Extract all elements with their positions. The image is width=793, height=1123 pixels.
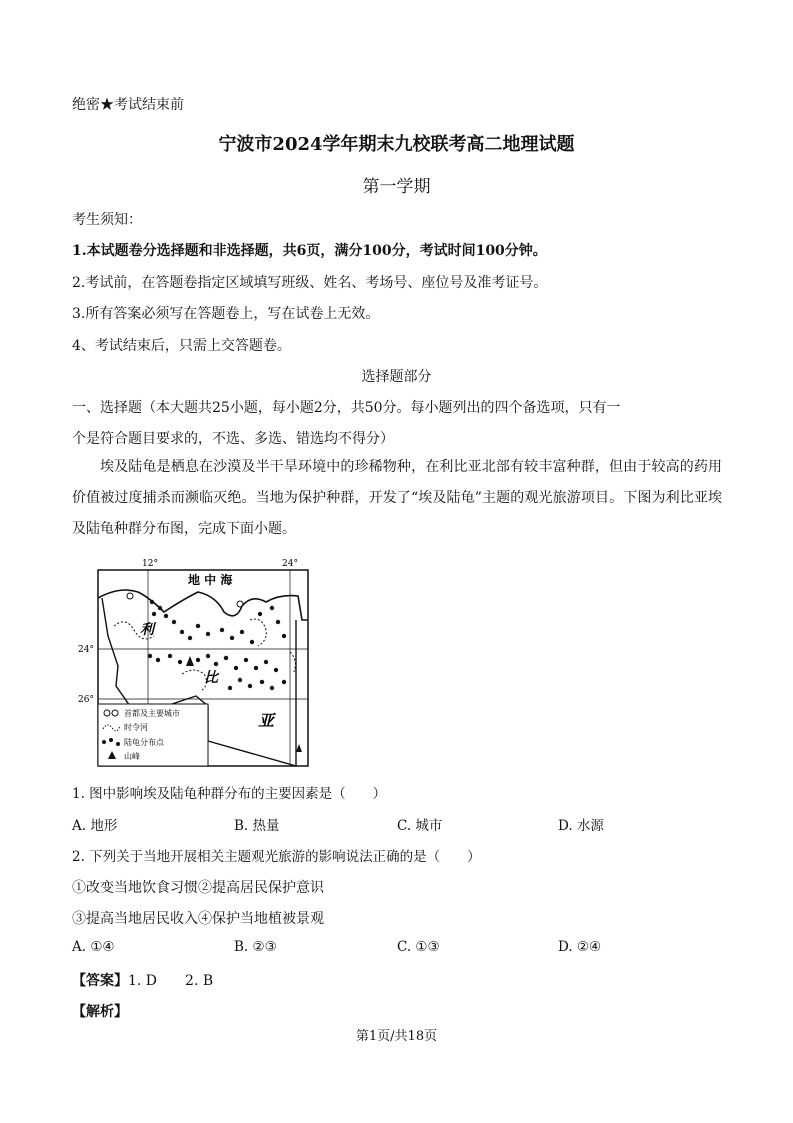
answer-label: 【答案】 bbox=[72, 973, 128, 989]
peak-marker bbox=[186, 656, 194, 666]
notice-text: 1.本试题卷分选择题和非选择题，共6页，满分100分，考试时间100分钟。 bbox=[72, 243, 547, 259]
q2-option-a: A. ①④ bbox=[72, 939, 115, 955]
exam-title: 宁波市2024学年期末九校联考高二地理试题 bbox=[218, 134, 575, 155]
q1-option-c: C. 城市 bbox=[397, 818, 443, 834]
city-marker bbox=[237, 601, 243, 607]
exam-subtitle: 第一学期 bbox=[362, 177, 431, 197]
analysis-label: 【解析】 bbox=[72, 1004, 128, 1020]
q1-option-b: B. 热量 bbox=[234, 818, 280, 834]
q2-option-c: C. ①③ bbox=[397, 939, 440, 955]
q2-option-d: D. ②④ bbox=[558, 939, 602, 955]
peak-marker bbox=[296, 744, 302, 752]
lon-label-24: 24° bbox=[282, 559, 298, 569]
lon-label-12: 12° bbox=[142, 559, 158, 569]
section-title: 选择题部分 bbox=[361, 369, 432, 385]
sea-label: 地 中 海 bbox=[188, 573, 233, 587]
notice-item: 2.考试前，在答题卷指定区域填写班级、姓名、考场号、座位号及准考证号。 bbox=[72, 275, 548, 291]
q1-option-d: D. 水源 bbox=[558, 818, 604, 834]
coastline bbox=[98, 590, 308, 620]
lat-label-24: 24° bbox=[78, 645, 94, 655]
page-footer: 第1页/共18页 bbox=[355, 1029, 438, 1044]
legend-tortoise: 陆龟分布点 bbox=[124, 738, 164, 747]
q2-statements-1: ①改变当地饮食习惯②提高居民保护意识 bbox=[72, 880, 324, 896]
passage: 埃及陆龟是栖息在沙漠及半干旱环境中的珍稀物种，在利比亚北部有较丰富种群，但由于较高的药用价值被过度捕杀而濒临灭绝。当地为保护种群，开发了“埃及陆龟”主题的观光旅游项目。下图为利比亚埃及陆龟种群分布图，完成下面小题。 bbox=[72, 459, 722, 537]
lat-label-26: 26° bbox=[78, 695, 94, 705]
country-char: 比 bbox=[204, 670, 218, 686]
legend-river: 时令河 bbox=[124, 723, 148, 732]
question-2-stem: 2. 下列关于当地开展相关主题观光旅游的影响说法正确的是（ ） bbox=[72, 849, 481, 865]
question-intro-line-2: 个是符合题目要求的，不选、多选、错选均不得分） bbox=[72, 431, 394, 447]
libya-tortoise-map bbox=[78, 556, 322, 768]
answer-line bbox=[72, 970, 213, 990]
notice-item bbox=[72, 240, 547, 260]
seasonal-river bbox=[182, 670, 207, 690]
q1-option-a: A. 地形 bbox=[72, 818, 118, 834]
confidential-mark: 绝密★考试结束前 bbox=[72, 97, 184, 113]
legend-peak: 山峰 bbox=[124, 752, 140, 761]
q2-statements-2: ③提高当地居民收入④保护当地植被景观 bbox=[72, 911, 324, 927]
answer-2: 2. B bbox=[185, 973, 214, 989]
city-marker bbox=[127, 593, 133, 599]
legend-city: 首都及主要城市 bbox=[124, 709, 180, 718]
seasonal-river bbox=[290, 652, 295, 672]
q2-option-b: B. ②③ bbox=[234, 939, 277, 955]
country-char: 利 bbox=[140, 622, 154, 638]
country-char: 亚 bbox=[258, 711, 275, 730]
question-1-stem: 1. 图中影响埃及陆龟种群分布的主要因素是（ ） bbox=[72, 786, 387, 802]
notice-item: 3.所有答案必须写在答题卷上，写在试卷上无效。 bbox=[72, 306, 380, 322]
notice-item: 4、考试结束后，只需上交答题卷。 bbox=[72, 338, 291, 354]
notice-heading: 考生须知： bbox=[72, 212, 142, 228]
question-intro-line-1: 一、选择题（本大题共25小题，每小题2分，共50分。每小题列出的四个备选项，只有一 bbox=[72, 400, 621, 416]
answer-1: 1. D bbox=[128, 973, 158, 989]
